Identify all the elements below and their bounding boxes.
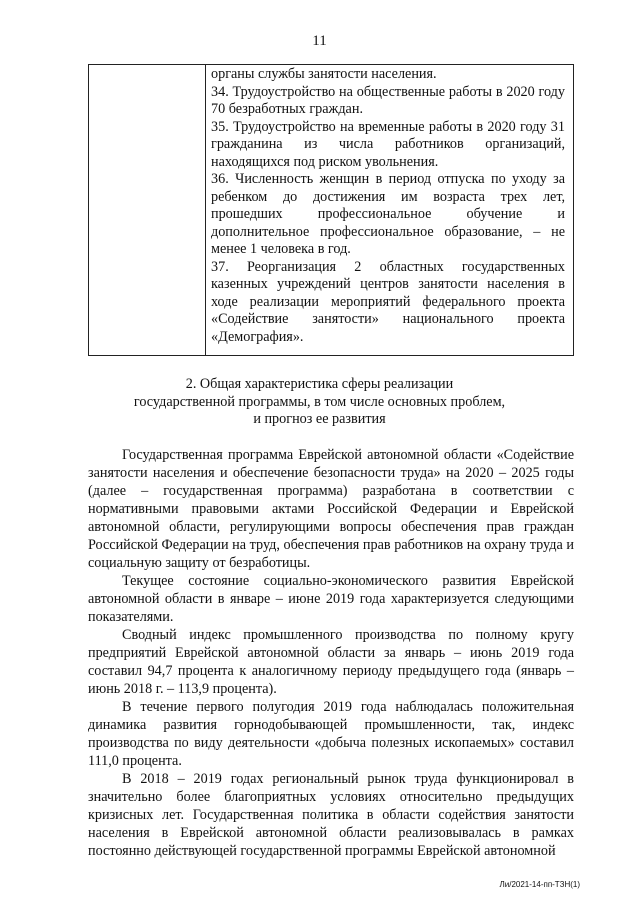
table-column-divider: [205, 65, 206, 355]
body-paragraph: В течение первого полугодия 2019 года наблюдалась положительная динамика развития горнодобывающей промышленности, так, индекс производства по виду деятельности «добыча полезных ископаемых» составил 111,0 процента.: [88, 699, 574, 769]
table-paragraph: 37. Реорганизация 2 областных государственных казенных учреждений центров занятости населения в ходе реализации мероприятий федерального проекта «Содействие занятости» национального проекта «Демография».: [211, 258, 565, 345]
page-number: 11: [312, 33, 327, 49]
document-code: Ли/2021-14-пп-ТЗН(1): [499, 880, 580, 889]
table-paragraph: 36. Численность женщин в период отпуска по уходу за ребенком до достижения им возраста трех лет, прошедших профессиональное обучение и дополнительное профессиональное образование, – не менее 1 человека в год.: [211, 171, 565, 257]
section-title-line: государственной программы, в том числе основных проблем,: [133, 393, 506, 410]
indicators-table: [88, 64, 574, 356]
table-paragraph: 34. Трудоустройство на общественные работы в 2020 году 70 безработных граждан.: [211, 83, 565, 117]
body-paragraph: Текущее состояние социально-экономического развития Еврейской автономной области в январе – июне 2019 года характеризуется следующими показателями.: [88, 573, 574, 625]
section-title-line: 2. Общая характеристика сферы реализации: [185, 376, 454, 392]
body-paragraph: В 2018 – 2019 годах региональный рынок труда функционировал в значительно более благоприятных условиях относительно предыдущих кризисных лет. Государственная политика в области содействия занятости населения в Еврейской автономной области реализовывалась в рамках постоянно действующей государственной программы Еврейской автономной: [88, 771, 574, 859]
body-paragraph: Сводный индекс промышленного производства по полному кругу предприятий Еврейской автономной области за январь – июнь 2019 года составил 94,7 процента к аналогичному периоду предыдущего года (январь – июнь 2018 г. – 113,9 процента).: [88, 627, 574, 697]
table-paragraph: органы службы занятости населения.: [211, 66, 437, 82]
body-text: [88, 446, 574, 860]
body-paragraph: Государственная программа Еврейской автономной области «Содействие занятости населения и обеспечение безопасности труда» на 2020 – 2025 годы (далее – государственная программа) разработана в соответствии с нормативными правовыми актами Российской Федерации и Еврейской автономной области, регулирующими вопросы обеспечения прав граждан Российской Федерации на труд, обеспечения прав работников на охрану труда и социальную защиту от безработицы.: [88, 447, 574, 571]
section-title: [60, 376, 579, 429]
section-title-line: и прогноз ее развития: [253, 411, 386, 427]
table-cell-text: [211, 66, 565, 346]
table-paragraph: 35. Трудоустройство на временные работы в 2020 году 31 гражданина из числа работников организаций, находящихся под риском увольнения.: [211, 118, 565, 170]
